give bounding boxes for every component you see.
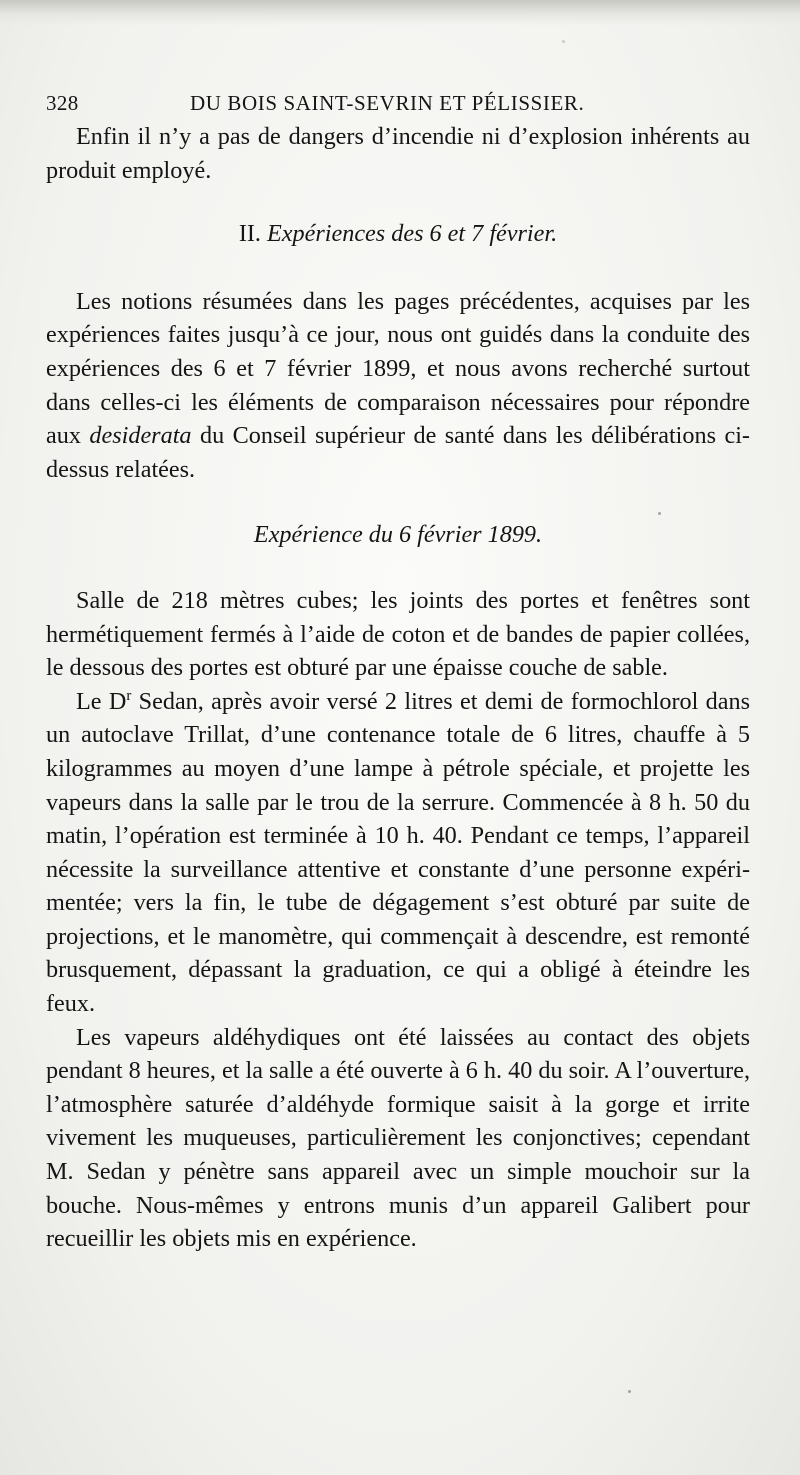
running-header (46, 86, 750, 120)
paragraph-sedan-text-2: Sedan, après avoir versé 2 litres et demi de formochlorol dans un autoclave Trillat, d’une contenance totale de 6 litres, chauffe à 5 kilogrammes au moyen d’une lampe à pétrole spéciale, et projette les vapeurs dans la salle par le trou de la serrure. Commencée à 8 h. 50 du matin, l’opération est terminée à 10 h. 40. Pendant ce temps, l’appareil nécessite la surveillance attentive et constante d’une personne expérimentée; vers la fin, le tube de dégagement s’est obturé par suite de projections, et le manomètre, qui commençait à descendre, est remonté brusquement, dépassant la graduation, ce qui a obligé à éteindre les feux. (46, 687, 751, 1018)
scan-speck (658, 512, 661, 515)
paragraph-notions-text-2: du Conseil supérieur de santé dans les délibérations ci-dessus relatées. (46, 422, 750, 483)
paragraph-salle: Salle de 218 mètres cubes; les joints des portes et fenêtres sont hermétiquement fermés à l’aide de coton et de bandes de papier collées, le dessous des portes est obturé par une épaisse couche de sable. (46, 586, 750, 682)
paragraph-notions-italic: desiderata (89, 422, 192, 450)
spacer (46, 251, 750, 285)
spacer (46, 187, 750, 217)
running-title: DU BOIS SAINT-SEVRIN ET PÉLISSIER. (190, 91, 585, 115)
scan-speck (562, 40, 565, 43)
page-body (46, 86, 750, 1256)
paragraph-notions-text-1: Les notions résumées dans les pages précédentes, acquises par les expériences faites jusqu’à ce jour, nous ont guidés dans la conduite des expériences des 6 et 7 février 1899, et nous avons recherché surtout dans celles-ci les éléments de comparaison nécessaires pour répondre aux (46, 287, 750, 450)
subheading: Expérience du 6 février 1899. (253, 521, 543, 549)
spacer (46, 552, 750, 584)
paragraph-closing: Enfin il n’y a pas de dangers d’incendie ni d’explosion inhérents au produit employé. (46, 123, 750, 184)
page-number: 328 (46, 91, 79, 115)
paragraph-vapeurs: Les vapeurs aldéhydiques ont été laissées au contact des objets pendant 8 heures, et la salle a été ouverte à 6 h. 40 du soir. A l’ouverture, l’atmosphère saturée d’aldéhyde formique saisit à la gorge et irrite vivement les muqueuses, particulièrement les conjonctives; cependant M. Sedan y pénètre sans appareil avec un simple mouchoir sur la bouche. Nous-mêmes y entrons munis d’un appareil Galibert pour recueillir les objets mis en expérience. (46, 1023, 750, 1253)
paragraph-sedan-sup: r (126, 687, 132, 704)
paragraph-notions (46, 285, 750, 487)
scan-speck (628, 1390, 631, 1393)
section-title: Expériences des 6 et 7 février. (267, 220, 558, 248)
scan-edge-shadow (0, 0, 800, 26)
section-number: II. (238, 220, 261, 248)
spacer (46, 486, 750, 518)
paragraph-sedan (46, 685, 750, 1021)
section-heading (46, 217, 750, 251)
paragraph-sedan-text-1: Le D (76, 687, 127, 715)
